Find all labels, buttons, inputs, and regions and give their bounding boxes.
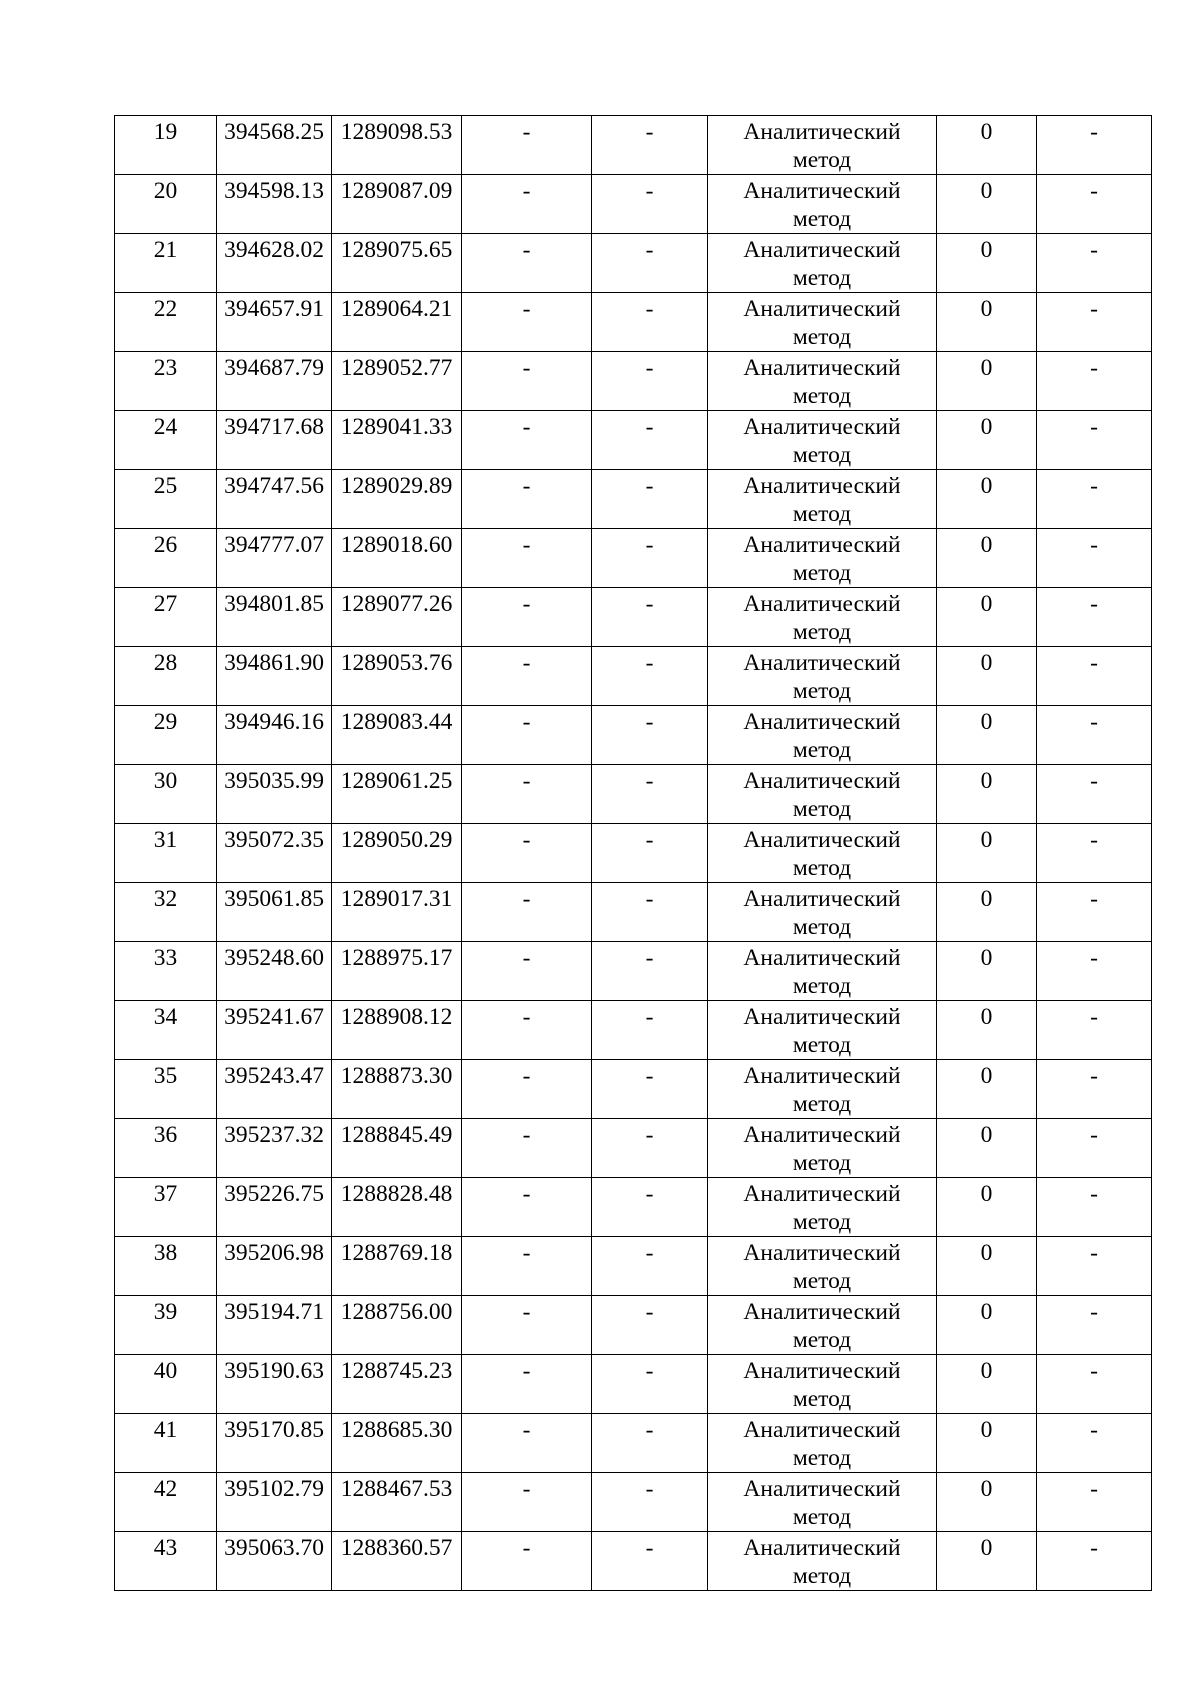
column-5-cell: -	[592, 765, 708, 824]
column-4-cell: -	[462, 352, 592, 411]
column-5-cell: -	[592, 1119, 708, 1178]
method-line-1: Аналитический	[743, 1299, 901, 1325]
method-line-2: метод	[792, 1445, 852, 1471]
method-line-2: метод	[792, 560, 852, 586]
column-5-cell: -	[592, 942, 708, 1001]
precision-cell: 0	[937, 1414, 1037, 1473]
method-cell	[708, 1178, 937, 1237]
y-coordinate-cell: 1288360.57	[332, 1532, 462, 1591]
point-number-cell: 38	[115, 1237, 217, 1296]
method-line-2: метод	[792, 678, 852, 704]
x-coordinate-cell: 395035.99	[217, 765, 332, 824]
point-number-cell: 32	[115, 883, 217, 942]
column-5-cell: -	[592, 293, 708, 352]
method-line-2: метод	[792, 973, 852, 999]
table-row	[115, 883, 1152, 942]
column-4-cell: -	[462, 883, 592, 942]
y-coordinate-cell: 1289098.53	[332, 116, 462, 175]
method-line-1: Аналитический	[743, 1358, 901, 1384]
method-line-2: метод	[792, 147, 852, 173]
precision-cell: 0	[937, 234, 1037, 293]
point-number-cell: 39	[115, 1296, 217, 1355]
point-number-cell: 43	[115, 1532, 217, 1591]
column-4-cell: -	[462, 234, 592, 293]
point-number-cell: 19	[115, 116, 217, 175]
y-coordinate-cell: 1288873.30	[332, 1060, 462, 1119]
method-cell	[708, 1001, 937, 1060]
method-cell	[708, 883, 937, 942]
column-4-cell: -	[462, 1178, 592, 1237]
table-row	[115, 647, 1152, 706]
point-number-cell: 37	[115, 1178, 217, 1237]
table-row	[115, 352, 1152, 411]
point-number-cell: 27	[115, 588, 217, 647]
method-cell	[708, 1414, 937, 1473]
column-5-cell: -	[592, 1237, 708, 1296]
column-4-cell: -	[462, 1532, 592, 1591]
method-line-2: метод	[792, 206, 852, 232]
column-8-cell: -	[1037, 411, 1152, 470]
column-8-cell: -	[1037, 1119, 1152, 1178]
column-4-cell: -	[462, 706, 592, 765]
point-number-cell: 26	[115, 529, 217, 588]
column-4-cell: -	[462, 1237, 592, 1296]
column-5-cell: -	[592, 411, 708, 470]
column-8-cell: -	[1037, 1060, 1152, 1119]
column-8-cell: -	[1037, 765, 1152, 824]
method-line-1: Аналитический	[743, 827, 901, 853]
method-cell	[708, 116, 937, 175]
x-coordinate-cell: 395206.98	[217, 1237, 332, 1296]
x-coordinate-cell: 395248.60	[217, 942, 332, 1001]
y-coordinate-cell: 1288467.53	[332, 1473, 462, 1532]
x-coordinate-cell: 394657.91	[217, 293, 332, 352]
point-number-cell: 23	[115, 352, 217, 411]
point-number-cell: 36	[115, 1119, 217, 1178]
method-line-2: метод	[792, 1504, 852, 1530]
column-8-cell: -	[1037, 1178, 1152, 1237]
x-coordinate-cell: 395061.85	[217, 883, 332, 942]
method-line-1: Аналитический	[743, 1535, 901, 1561]
column-4-cell: -	[462, 765, 592, 824]
method-cell	[708, 647, 937, 706]
method-line-2: метод	[792, 1327, 852, 1353]
x-coordinate-cell: 395237.32	[217, 1119, 332, 1178]
method-cell	[708, 1060, 937, 1119]
precision-cell: 0	[937, 1001, 1037, 1060]
column-8-cell: -	[1037, 706, 1152, 765]
method-cell	[708, 1532, 937, 1591]
point-number-cell: 40	[115, 1355, 217, 1414]
x-coordinate-cell: 394946.16	[217, 706, 332, 765]
table-row	[115, 1001, 1152, 1060]
y-coordinate-cell: 1288975.17	[332, 942, 462, 1001]
column-8-cell: -	[1037, 293, 1152, 352]
table-row	[115, 1060, 1152, 1119]
table-row	[115, 1532, 1152, 1591]
column-8-cell: -	[1037, 942, 1152, 1001]
column-4-cell: -	[462, 1060, 592, 1119]
method-line-1: Аналитический	[743, 532, 901, 558]
column-4-cell: -	[462, 647, 592, 706]
precision-cell: 0	[937, 293, 1037, 352]
column-5-cell: -	[592, 116, 708, 175]
column-8-cell: -	[1037, 352, 1152, 411]
x-coordinate-cell: 394717.68	[217, 411, 332, 470]
precision-cell: 0	[937, 175, 1037, 234]
y-coordinate-cell: 1288828.48	[332, 1178, 462, 1237]
point-number-cell: 30	[115, 765, 217, 824]
method-line-2: метод	[792, 324, 852, 350]
column-8-cell: -	[1037, 175, 1152, 234]
column-5-cell: -	[592, 1296, 708, 1355]
method-cell	[708, 529, 937, 588]
column-5-cell: -	[592, 1532, 708, 1591]
method-line-2: метод	[792, 1563, 852, 1589]
column-4-cell: -	[462, 529, 592, 588]
x-coordinate-cell: 394687.79	[217, 352, 332, 411]
point-number-cell: 25	[115, 470, 217, 529]
point-number-cell: 42	[115, 1473, 217, 1532]
precision-cell: 0	[937, 470, 1037, 529]
column-4-cell: -	[462, 942, 592, 1001]
column-8-cell: -	[1037, 588, 1152, 647]
method-cell	[708, 1296, 937, 1355]
column-8-cell: -	[1037, 1001, 1152, 1060]
x-coordinate-cell: 394628.02	[217, 234, 332, 293]
y-coordinate-cell: 1288745.23	[332, 1355, 462, 1414]
column-5-cell: -	[592, 1414, 708, 1473]
column-8-cell: -	[1037, 529, 1152, 588]
column-8-cell: -	[1037, 1296, 1152, 1355]
method-line-1: Аналитический	[743, 355, 901, 381]
table-row	[115, 529, 1152, 588]
x-coordinate-cell: 394777.07	[217, 529, 332, 588]
point-number-cell: 24	[115, 411, 217, 470]
x-coordinate-cell: 395243.47	[217, 1060, 332, 1119]
method-line-1: Аналитический	[743, 178, 901, 204]
x-coordinate-cell: 394568.25	[217, 116, 332, 175]
method-cell	[708, 175, 937, 234]
y-coordinate-cell: 1289083.44	[332, 706, 462, 765]
column-4-cell: -	[462, 411, 592, 470]
method-line-2: метод	[792, 1091, 852, 1117]
x-coordinate-cell: 395241.67	[217, 1001, 332, 1060]
method-line-1: Аналитический	[743, 473, 901, 499]
method-line-2: метод	[792, 1209, 852, 1235]
method-cell	[708, 470, 937, 529]
method-cell	[708, 588, 937, 647]
x-coordinate-cell: 394747.56	[217, 470, 332, 529]
column-8-cell: -	[1037, 1532, 1152, 1591]
y-coordinate-cell: 1289053.76	[332, 647, 462, 706]
point-number-cell: 33	[115, 942, 217, 1001]
column-4-cell: -	[462, 1119, 592, 1178]
table-row	[115, 116, 1152, 175]
y-coordinate-cell: 1289075.65	[332, 234, 462, 293]
column-4-cell: -	[462, 470, 592, 529]
column-5-cell: -	[592, 175, 708, 234]
precision-cell: 0	[937, 1060, 1037, 1119]
y-coordinate-cell: 1289087.09	[332, 175, 462, 234]
y-coordinate-cell: 1289017.31	[332, 883, 462, 942]
point-number-cell: 31	[115, 824, 217, 883]
x-coordinate-cell: 395190.63	[217, 1355, 332, 1414]
method-cell	[708, 1473, 937, 1532]
table-row	[115, 1178, 1152, 1237]
table-row	[115, 824, 1152, 883]
column-5-cell: -	[592, 234, 708, 293]
method-line-1: Аналитический	[743, 414, 901, 440]
table-row	[115, 1237, 1152, 1296]
table-row	[115, 588, 1152, 647]
column-5-cell: -	[592, 824, 708, 883]
table-row	[115, 765, 1152, 824]
y-coordinate-cell: 1289050.29	[332, 824, 462, 883]
method-line-1: Аналитический	[743, 709, 901, 735]
column-8-cell: -	[1037, 883, 1152, 942]
method-line-1: Аналитический	[743, 1417, 901, 1443]
point-number-cell: 21	[115, 234, 217, 293]
x-coordinate-cell: 395226.75	[217, 1178, 332, 1237]
column-8-cell: -	[1037, 824, 1152, 883]
method-line-2: метод	[792, 265, 852, 291]
precision-cell: 0	[937, 1532, 1037, 1591]
column-8-cell: -	[1037, 647, 1152, 706]
method-line-1: Аналитический	[743, 1063, 901, 1089]
column-5-cell: -	[592, 706, 708, 765]
method-cell	[708, 942, 937, 1001]
y-coordinate-cell: 1289052.77	[332, 352, 462, 411]
y-coordinate-cell: 1288845.49	[332, 1119, 462, 1178]
method-line-2: метод	[792, 796, 852, 822]
precision-cell: 0	[937, 1355, 1037, 1414]
column-5-cell: -	[592, 1178, 708, 1237]
precision-cell: 0	[937, 824, 1037, 883]
precision-cell: 0	[937, 116, 1037, 175]
table-row	[115, 470, 1152, 529]
precision-cell: 0	[937, 942, 1037, 1001]
coordinates-table	[114, 115, 1152, 1591]
method-line-1: Аналитический	[743, 1181, 901, 1207]
method-cell	[708, 706, 937, 765]
column-8-cell: -	[1037, 470, 1152, 529]
column-4-cell: -	[462, 588, 592, 647]
method-cell	[708, 824, 937, 883]
method-cell	[708, 352, 937, 411]
method-line-2: метод	[792, 619, 852, 645]
x-coordinate-cell: 395170.85	[217, 1414, 332, 1473]
method-cell	[708, 1119, 937, 1178]
column-5-cell: -	[592, 1473, 708, 1532]
method-line-2: метод	[792, 855, 852, 881]
x-coordinate-cell: 394598.13	[217, 175, 332, 234]
table-row	[115, 1355, 1152, 1414]
point-number-cell: 41	[115, 1414, 217, 1473]
column-5-cell: -	[592, 529, 708, 588]
column-5-cell: -	[592, 647, 708, 706]
x-coordinate-cell: 394861.90	[217, 647, 332, 706]
column-4-cell: -	[462, 1001, 592, 1060]
method-cell	[708, 293, 937, 352]
x-coordinate-cell: 395194.71	[217, 1296, 332, 1355]
table-row	[115, 1414, 1152, 1473]
column-4-cell: -	[462, 293, 592, 352]
table-row	[115, 1119, 1152, 1178]
method-line-2: метод	[792, 442, 852, 468]
precision-cell: 0	[937, 1237, 1037, 1296]
method-line-2: метод	[792, 383, 852, 409]
method-line-1: Аналитический	[743, 296, 901, 322]
method-line-2: метод	[792, 737, 852, 763]
precision-cell: 0	[937, 706, 1037, 765]
method-cell	[708, 765, 937, 824]
method-cell	[708, 1237, 937, 1296]
y-coordinate-cell: 1288769.18	[332, 1237, 462, 1296]
y-coordinate-cell: 1289029.89	[332, 470, 462, 529]
column-8-cell: -	[1037, 1473, 1152, 1532]
method-line-2: метод	[792, 501, 852, 527]
precision-cell: 0	[937, 1119, 1037, 1178]
column-4-cell: -	[462, 1414, 592, 1473]
column-8-cell: -	[1037, 1414, 1152, 1473]
y-coordinate-cell: 1289018.60	[332, 529, 462, 588]
column-4-cell: -	[462, 1473, 592, 1532]
y-coordinate-cell: 1288685.30	[332, 1414, 462, 1473]
precision-cell: 0	[937, 647, 1037, 706]
point-number-cell: 35	[115, 1060, 217, 1119]
column-8-cell: -	[1037, 1355, 1152, 1414]
point-number-cell: 34	[115, 1001, 217, 1060]
y-coordinate-cell: 1288908.12	[332, 1001, 462, 1060]
point-number-cell: 28	[115, 647, 217, 706]
method-line-2: метод	[792, 1032, 852, 1058]
column-5-cell: -	[592, 1355, 708, 1414]
table-row	[115, 1296, 1152, 1355]
column-5-cell: -	[592, 588, 708, 647]
column-4-cell: -	[462, 175, 592, 234]
column-5-cell: -	[592, 352, 708, 411]
point-number-cell: 20	[115, 175, 217, 234]
y-coordinate-cell: 1289064.21	[332, 293, 462, 352]
precision-cell: 0	[937, 529, 1037, 588]
method-line-1: Аналитический	[743, 119, 901, 145]
method-line-1: Аналитический	[743, 945, 901, 971]
table-row	[115, 706, 1152, 765]
y-coordinate-cell: 1289041.33	[332, 411, 462, 470]
method-line-2: метод	[792, 1150, 852, 1176]
table-row	[115, 1473, 1152, 1532]
method-line-2: метод	[792, 1268, 852, 1294]
method-line-1: Аналитический	[743, 237, 901, 263]
column-8-cell: -	[1037, 116, 1152, 175]
column-4-cell: -	[462, 824, 592, 883]
y-coordinate-cell: 1289061.25	[332, 765, 462, 824]
method-line-2: метод	[792, 914, 852, 940]
y-coordinate-cell: 1288756.00	[332, 1296, 462, 1355]
method-line-1: Аналитический	[743, 1122, 901, 1148]
column-8-cell: -	[1037, 234, 1152, 293]
table-row	[115, 234, 1152, 293]
precision-cell: 0	[937, 352, 1037, 411]
table-row	[115, 293, 1152, 352]
table-body	[115, 116, 1152, 1591]
method-line-2: метод	[792, 1386, 852, 1412]
column-4-cell: -	[462, 1355, 592, 1414]
method-line-1: Аналитический	[743, 1476, 901, 1502]
x-coordinate-cell: 395072.35	[217, 824, 332, 883]
x-coordinate-cell: 394801.85	[217, 588, 332, 647]
y-coordinate-cell: 1289077.26	[332, 588, 462, 647]
table-row	[115, 942, 1152, 1001]
column-5-cell: -	[592, 470, 708, 529]
method-line-1: Аналитический	[743, 1240, 901, 1266]
precision-cell: 0	[937, 1296, 1037, 1355]
point-number-cell: 22	[115, 293, 217, 352]
method-cell	[708, 1355, 937, 1414]
precision-cell: 0	[937, 1473, 1037, 1532]
column-5-cell: -	[592, 1001, 708, 1060]
column-4-cell: -	[462, 116, 592, 175]
x-coordinate-cell: 395063.70	[217, 1532, 332, 1591]
column-5-cell: -	[592, 1060, 708, 1119]
method-line-1: Аналитический	[743, 768, 901, 794]
table-row	[115, 175, 1152, 234]
precision-cell: 0	[937, 588, 1037, 647]
column-8-cell: -	[1037, 1237, 1152, 1296]
column-4-cell: -	[462, 1296, 592, 1355]
method-line-1: Аналитический	[743, 591, 901, 617]
method-cell	[708, 234, 937, 293]
x-coordinate-cell: 395102.79	[217, 1473, 332, 1532]
table-row	[115, 411, 1152, 470]
precision-cell: 0	[937, 411, 1037, 470]
method-line-1: Аналитический	[743, 886, 901, 912]
column-5-cell: -	[592, 883, 708, 942]
method-cell	[708, 411, 937, 470]
precision-cell: 0	[937, 883, 1037, 942]
precision-cell: 0	[937, 1178, 1037, 1237]
precision-cell: 0	[937, 765, 1037, 824]
point-number-cell: 29	[115, 706, 217, 765]
method-line-1: Аналитический	[743, 650, 901, 676]
method-line-1: Аналитический	[743, 1004, 901, 1030]
